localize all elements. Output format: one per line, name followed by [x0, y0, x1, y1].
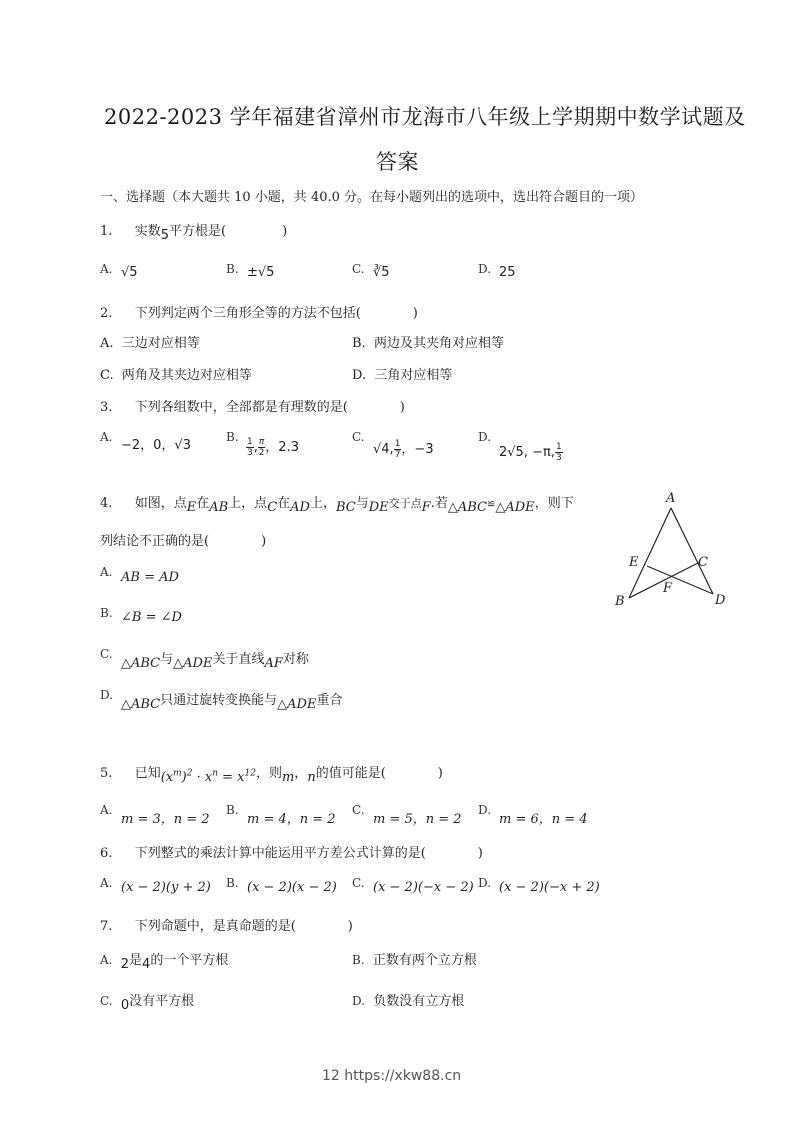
q1-option-b[interactable]: ±√5 — [247, 265, 275, 280]
q2-option-a[interactable]: A. 三边对应相等 — [100, 336, 200, 351]
q6-option-c-label: C. — [352, 876, 365, 890]
question-5: 5. 已知$(x^m)^2 \cdot x^n = x^{12}$，则m，n的值可能是( ) — [100, 766, 443, 785]
point-b-label: B — [615, 594, 625, 608]
q3-option-a-label: A. — [100, 430, 113, 444]
question-2: 2. 下列判定两个三角形全等的方法不包括( ) — [100, 306, 418, 321]
point-f-label: F — [663, 581, 673, 596]
q7-option-a[interactable]: A. 2是4的一个平方根 — [100, 953, 229, 972]
q4-option-c[interactable]: △ABC与△ADE关于直线AF对称 — [121, 652, 309, 671]
q4-option-a[interactable]: AB = AD — [121, 570, 179, 585]
q6-option-a[interactable]: (x − 2)(y + 2) — [121, 880, 211, 895]
q1-option-c[interactable]: ∛5 — [373, 265, 390, 280]
q2-option-c[interactable]: C. 两角及其夹边对应相等 — [100, 368, 252, 383]
q7-option-c[interactable]: C. 0没有平方根 — [100, 994, 195, 1013]
q3-option-a[interactable]: −2，0，√3 — [121, 438, 191, 453]
q6-option-d[interactable]: (x − 2)(−x + 2) — [499, 880, 600, 895]
q6-option-a-label: A. — [100, 876, 113, 890]
q1-option-b-label: B. — [226, 262, 239, 276]
q5-option-a[interactable]: m = 3，n = 2 — [121, 812, 210, 827]
q3-option-d[interactable]: 2√5, −π, $\frac{1}{3}$ — [499, 442, 562, 463]
q5-option-a-label: A. — [100, 803, 113, 817]
point-a-label: A — [666, 491, 676, 506]
question-3: 3. 下列各组数中，全部都是有理数的是( ) — [100, 400, 405, 415]
q4-option-a-label: A. — [100, 565, 113, 579]
page-number: 12 — [322, 1068, 340, 1084]
q5-option-b-label: B. — [226, 803, 239, 817]
q3-option-d-label: D. — [478, 430, 492, 444]
q5-option-b[interactable]: m = 4，n = 2 — [247, 812, 336, 827]
q6-option-d-label: D. — [478, 876, 492, 890]
footer-url[interactable]: https://xkw88.cn — [344, 1068, 462, 1084]
point-d-label: D — [715, 593, 726, 608]
point-e-label: E — [629, 555, 639, 570]
question-number: 1. — [100, 224, 113, 239]
document-title-line-2: 答案 — [376, 150, 419, 174]
q7-option-b[interactable]: B. 正数有两个立方根 — [352, 953, 477, 968]
q4-option-d[interactable]: △ABC只通过旋转变换能与△ADE重合 — [121, 693, 343, 712]
question-6: 6. 下列整式的乘法计算中能运用平方差公式计算的是( ) — [100, 846, 483, 861]
q6-option-b[interactable]: (x − 2)(x − 2) — [247, 880, 337, 895]
page-footer — [322, 1068, 461, 1084]
q2-option-d[interactable]: D. 三角对应相等 — [352, 368, 453, 383]
q1-option-d-label: D. — [478, 262, 492, 276]
q4-option-d-label: D. — [100, 688, 114, 702]
q6-option-b-label: B. — [226, 876, 239, 890]
point-c-label: C — [698, 555, 708, 570]
q4-option-b[interactable]: ∠B = ∠D — [121, 610, 182, 625]
q1-option-a-label: A. — [100, 262, 113, 276]
q1-option-a[interactable]: √5 — [121, 265, 138, 280]
question-1: 1. 实数5平方根是( ) — [100, 224, 288, 243]
q5-option-c[interactable]: m = 5，n = 2 — [373, 812, 462, 827]
q3-option-b[interactable]: $\frac{1}{3}$ , $\frac{\pi}{2}$ ，2.3 — [247, 437, 299, 458]
q5-option-c-label: C. — [352, 803, 365, 817]
question-7: 7. 下列命题中，是真命题的是( ) — [100, 919, 353, 934]
q5-option-d-label: D. — [478, 803, 492, 817]
section-header: 一、选择题（本大题共 10 小题，共 40.0 分。在每小题列出的选项中，选出符合题目的一项） — [100, 190, 644, 205]
question-4-continued: 列结论不正确的是( ) — [100, 534, 267, 549]
document-title-line-1: 2022-2023 学年福建省漳州市龙海市八年级上学期期中数学试题及 — [104, 105, 746, 129]
q4-option-b-label: B. — [100, 606, 113, 620]
q1-option-c-label: C. — [352, 262, 365, 276]
q6-option-c[interactable]: (x − 2)(−x − 2) — [373, 880, 474, 895]
q2-option-b[interactable]: B. 两边及其夹角对应相等 — [352, 336, 504, 351]
q7-option-d[interactable]: D. 负数没有立方根 — [352, 994, 465, 1009]
q3-option-c-label: C. — [352, 430, 365, 444]
question-4: 4. 如图，点E在AB上，点C在AD上，BC与DE交于点F.若△ABC≌△ADE，则下 — [100, 496, 574, 515]
q3-option-c[interactable]: √4, $\frac{1}{7}$ ，−3 — [373, 439, 434, 460]
q1-option-d[interactable]: 25 — [499, 265, 516, 280]
q4-option-c-label: C. — [100, 647, 113, 661]
triangle-figure — [605, 488, 735, 608]
q5-option-d[interactable]: m = 6，n = 4 — [499, 812, 588, 827]
q3-option-b-label: B. — [226, 430, 239, 444]
